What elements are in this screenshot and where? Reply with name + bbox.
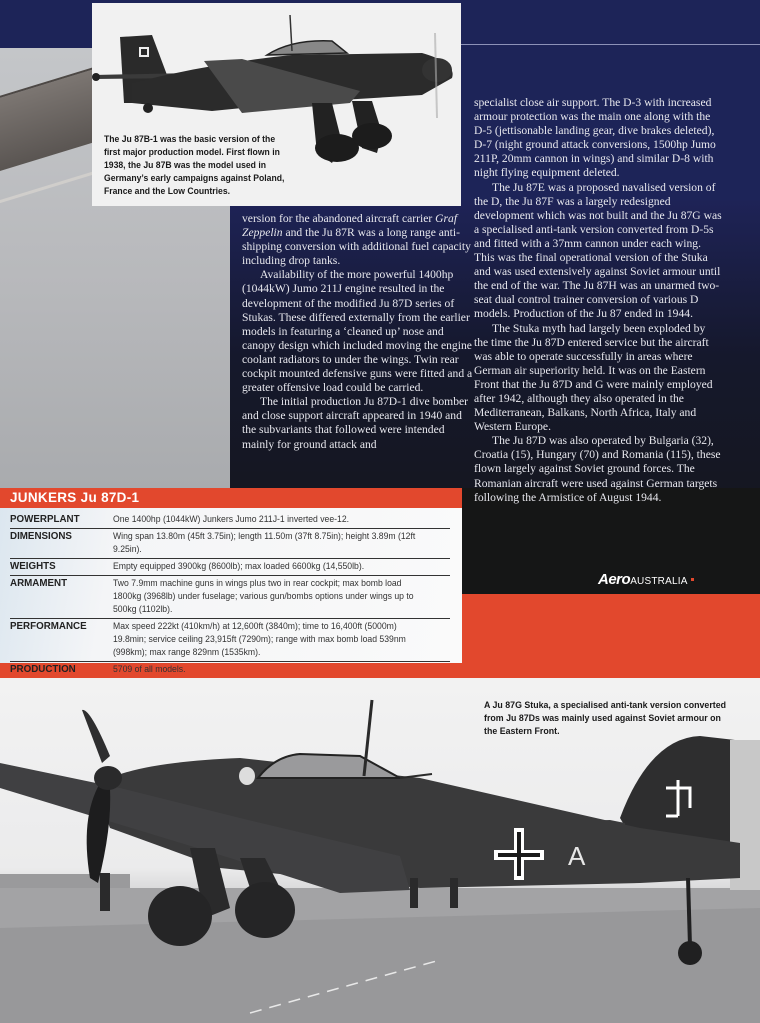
article-paragraph: The Ju 87E was a proposed navalised version of the D, the Ju 87F was a largely redesigned development which was not built and the Ju 87G was a specialised anti-tank version converted from D-5s and fitted with a 37mm cannon under each wing. This was the final operational version of the Stuka and was used extensively against Soviet armour until the end of the war. The Ju 87H was an unarmed two-seat dual control trainer conversion of various D models. Production of the Ju 87 ended in 1944. — [474, 180, 722, 321]
aero-australia-logo — [598, 571, 694, 589]
spec-value: Max speed 222kt (410km/h) at 12,600ft (3840m); time to 16,400ft (5000m) 19.8min; service ceiling 23,915ft (7290m); range with max bomb load 539nm (998km); max range 829nm (1535km). — [113, 621, 406, 657]
article-paragraph: The Ju 87D was also operated by Bulgaria (32), Croatia (15), Hungary (70) and Romania (115), these flown largely against Soviet ground forces. The Romanian aircraft were used against German targets following the Armistice of August 1944. — [474, 434, 721, 504]
article-paragraph: The initial production Ju 87D-1 dive bomber and close support aircraft appeared in 1940 and the subvariants that followed were intended mainly for ground attack and — [242, 395, 469, 451]
spec-rows — [10, 512, 450, 679]
logo-dot-icon — [691, 578, 694, 581]
spec-label: PRODUCTION — [10, 664, 76, 675]
top-photo-caption: The Ju 87B-1 was the basic version of the first major production model. First flown in 1938, the Ju 87B was the model used in Germany’s early campaigns against Poland, France and the Low Countries. — [104, 133, 285, 196]
spec-value: Wing span 13.80m (45ft 3.75in); length 11.50m (37ft 8.75in); height 3.89m (12ft 9.25in). — [113, 531, 416, 554]
spec-label: POWERPLANT — [10, 514, 80, 525]
logo-australia: AUSTRALIA — [630, 576, 688, 587]
spec-row-performance — [10, 619, 450, 662]
spec-value: One 1400hp (1044kW) Junkers Jumo 211J-1 inverted vee-12. — [113, 514, 350, 524]
article-paragraph: The Stuka myth had largely been exploded by the time the Ju 87D entered service but the aircraft was able to operate successfully in areas where German air superiority held. It was on the Eastern Front that the Ju 87D and G were mainly employed after 1942, although they also operated in the Mediterranean, Balkans, North Africa, Italy and Western Europe. — [474, 321, 713, 434]
spec-row-powerplant — [10, 512, 450, 529]
top-photo — [92, 3, 461, 206]
spec-label: WEIGHTS — [10, 561, 56, 572]
article-paragraph: Availability of the more powerful 1400hp (1044kW) Jumo 211J engine resulted in the development of the modified Ju 87D series of Stukas. These differed externally from the earlier models in featuring a ‘cleaned up’ nose and canopy design which included moving the engine coolant radiators to under the wings. Twin rear cockpit mounted defensive guns were fitted and a greater offensive load could be carried. — [242, 268, 473, 395]
spec-row-armament — [10, 576, 450, 619]
article-paragraph: specialist close air support. The D-3 with increased armour protection was the main one along with the D-5 (jettisonable landing gear, dive brakes deleted), D-7 (night ground attack conversions, 1500hp Jumo 211P, 20mm cannon in wings) and similar D-8 with night flying equipment deleted. — [474, 96, 716, 180]
spec-value: Empty equipped 3900kg (8600lb); max loaded 6600kg (14,550lb). — [113, 561, 365, 571]
spec-row-production — [10, 662, 450, 679]
spec-label: PERFORMANCE — [10, 621, 87, 632]
spec-label: DIMENSIONS — [10, 531, 72, 542]
article-column-middle — [242, 212, 474, 452]
spec-label: ARMAMENT — [10, 578, 68, 589]
spec-value: Two 7.9mm machine guns in wings plus two in rear cockpit; max bomb load 1800kg (3968lb) under fuselage; various gun/bombs options under wings up to 500kg (1102lb). — [113, 578, 414, 614]
spec-row-weights — [10, 559, 450, 576]
spec-table-title: JUNKERS Ju 87D-1 — [0, 488, 462, 508]
spec-table — [0, 488, 462, 675]
divider-rule — [440, 44, 760, 45]
italic-ship-name: Graf Zeppelin — [242, 212, 458, 240]
spec-row-dimensions — [10, 529, 450, 559]
logo-aero: Aero — [598, 571, 631, 588]
text-run: and the Ju 87R was a long range anti-shipping conversion with additional fuel capacity including drop tanks. — [242, 226, 471, 268]
spec-value: 5709 of all models. — [113, 664, 186, 674]
text-run: version for the abandoned aircraft carrier — [242, 212, 436, 225]
article-paragraph — [242, 212, 474, 268]
article-column-right — [474, 96, 722, 505]
bottom-photo-caption: A Ju 87G Stuka, a specialised anti-tank version converted from Ju 87Ds was mainly used against Soviet armour on the Eastern Front. — [484, 700, 727, 737]
fuselage-letter: A — [568, 841, 586, 871]
